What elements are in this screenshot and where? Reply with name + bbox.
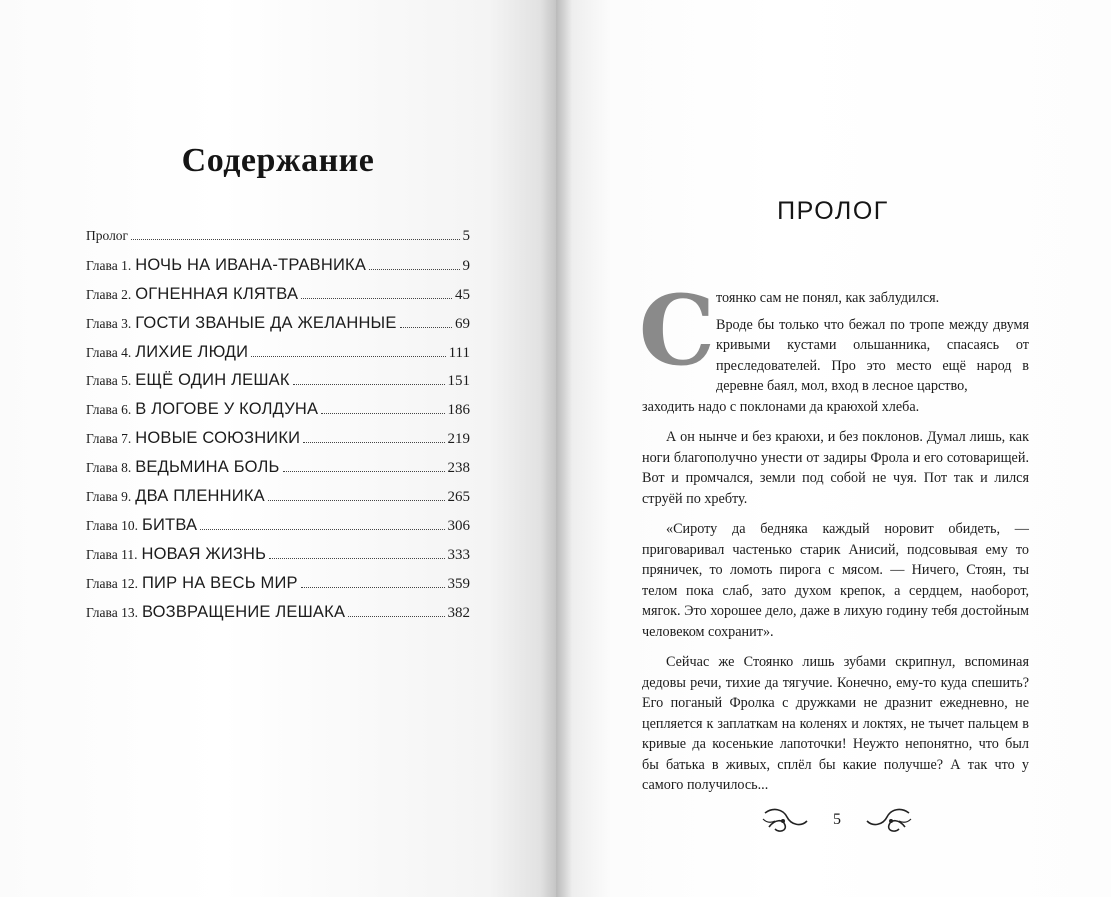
toc-leader-dots [321,413,444,414]
drop-cap: С [638,274,716,387]
toc-entry-title: В ЛОГОВЕ У КОЛДУНА [135,400,319,419]
toc-entry-title: ПИР НА ВЕСЬ МИР [141,573,298,592]
toc-entry-page: 382 [447,604,470,621]
toc-entry [86,226,470,255]
toc-entry [86,515,470,544]
paragraph-5: Сейчас же Стоянко лишь зубами скрипнул, вспоминая дедовы речи, тихие да тягучие. Конечно, ему-то куда спешить? Его поганый Фролка с дружками не дразнит ежедневно, не цепляется к заплаткам на коленях и локтях, не тычет пальцем в кривые да косенькие лапоточки! Неужто непонятно, что был бы батька в живых, сплёл бы какие получше? А так что у самого получилось... [642,654,1029,793]
toc-entry-label: Глава 10. [86,517,138,533]
toc-entry-title: НОВЫЕ СОЮЗНИКИ [135,429,301,448]
toc-entry-page: 265 [447,489,470,506]
toc-entry [86,573,470,602]
toc-leader-dots [200,529,444,530]
toc-leader-dots [369,269,459,270]
toc-entry [86,428,470,457]
toc-entry-page: 69 [455,315,470,332]
toc-entry-label: Глава 9. [86,489,132,505]
toc-entry-title: ЕЩЁ ОДИН ЛЕШАК [135,371,290,390]
toc-entry-title: ВОЗВРАЩЕНИЕ ЛЕШАКА [141,602,346,621]
toc-entry-page: 359 [447,575,470,592]
toc-leader-dots [400,327,452,328]
toc-entry-page: 219 [447,431,470,448]
toc-entry-title: ГОСТИ ЗВАНЫЕ ДА ЖЕЛАННЫЕ [135,313,397,332]
toc-entry-label: Глава 8. [86,460,132,476]
toc-entry-page: 186 [447,402,470,419]
page-number: 5 [833,811,841,828]
prologue-title: ПРОЛОГ [777,197,889,225]
paragraph-1: тоянко сам не понял, как заблудился. [716,290,940,306]
flourish-right-icon [865,805,913,835]
toc-entry-page: 333 [447,546,470,563]
paragraph-2-wrapped: Вроде бы только что бежал по тропе между двумя кривыми кустами ольшанника, спасаясь от преследователей. Про это место ещё народ в деревне баял, мол, вход в лесное царство, [716,316,1029,394]
toc-leader-dots [348,616,444,617]
toc-leader-dots [283,471,445,472]
toc-entry-page: 45 [455,286,470,303]
toc-entry [86,544,470,573]
toc-leader-dots [301,587,445,588]
toc-entry [86,457,470,486]
toc-entry-label: Глава 1. [86,257,132,273]
flourish-left-icon [761,805,809,835]
toc-entry-title: ЛИХИЕ ЛЮДИ [135,342,249,361]
toc-leader-dots [131,239,459,240]
prologue-text [642,288,1029,806]
toc-title: Содержание [181,142,375,179]
toc-entry-label: Пролог [86,228,129,243]
toc-entry [86,284,470,313]
paragraph-3: А он нынче и без краюхи, и без поклонов. Думал лишь, как ноги благополучно унести от задиры Фрола и его сотоварищей. Вот и промчался, земли под собой не чуя. Пот так и лился струёй по хребту. [642,429,1029,507]
toc-leader-dots [301,298,452,299]
toc-entry [86,370,470,399]
paragraph-4: «Сироту да бедняка каждый норовит обидеть, — приговаривал частенько старик Анисий, подсовывая ему то пряничек, то ломоть пирога с мясом. — Ничего, Стоян, ты телом пока слаб, зато духом крепок, а сердцем, наоборот, мягок. Это хорошее дело, даже в лихую годину тебя достойным человеком сохранит». [642,521,1029,640]
toc-entry [86,399,470,428]
toc-entry-title: ДВА ПЛЕННИКА [135,487,265,506]
toc-entry-label: Глава 13. [86,604,138,620]
toc-entry-label: Глава 4. [86,344,132,360]
toc-entry-title: НОЧЬ НА ИВАНА-ТРАВНИКА [135,255,367,274]
table-of-contents [86,226,470,630]
toc-entry [86,602,470,631]
toc-entry-page: 111 [448,344,470,361]
toc-entry-label: Глава 7. [86,431,132,447]
toc-leader-dots [268,500,445,501]
toc-entry-title: ОГНЕННАЯ КЛЯТВА [135,284,299,303]
toc-entry [86,342,470,371]
toc-leader-dots [251,356,445,357]
toc-entry-page: 9 [462,257,470,274]
toc-entry-label: Глава 12. [86,575,138,591]
toc-leader-dots [293,384,445,385]
toc-entry [86,255,470,284]
toc-entry-label: Глава 2. [86,286,132,302]
toc-entry-page: 5 [462,228,470,244]
toc-entry [86,313,470,342]
toc-entry [86,486,470,515]
toc-entry-page: 238 [447,460,470,477]
toc-entry-label: Глава 3. [86,315,132,331]
toc-entry-title: БИТВА [141,515,198,534]
toc-entry-page: 151 [447,373,470,390]
toc-entry-title: НОВАЯ ЖИЗНЬ [141,544,267,563]
toc-entry-label: Глава 6. [86,402,132,418]
page-footer [742,800,932,840]
toc-entry-label: Глава 11. [86,546,138,562]
toc-entry-title: ВЕДЬМИНА БОЛЬ [135,458,280,477]
toc-leader-dots [303,442,444,443]
toc-leader-dots [269,558,444,559]
toc-entry-page: 306 [447,517,470,534]
paragraph-2-rest: заходить надо с поклонами да краюхой хлеба. [642,398,920,415]
toc-entry-label: Глава 5. [86,373,132,389]
